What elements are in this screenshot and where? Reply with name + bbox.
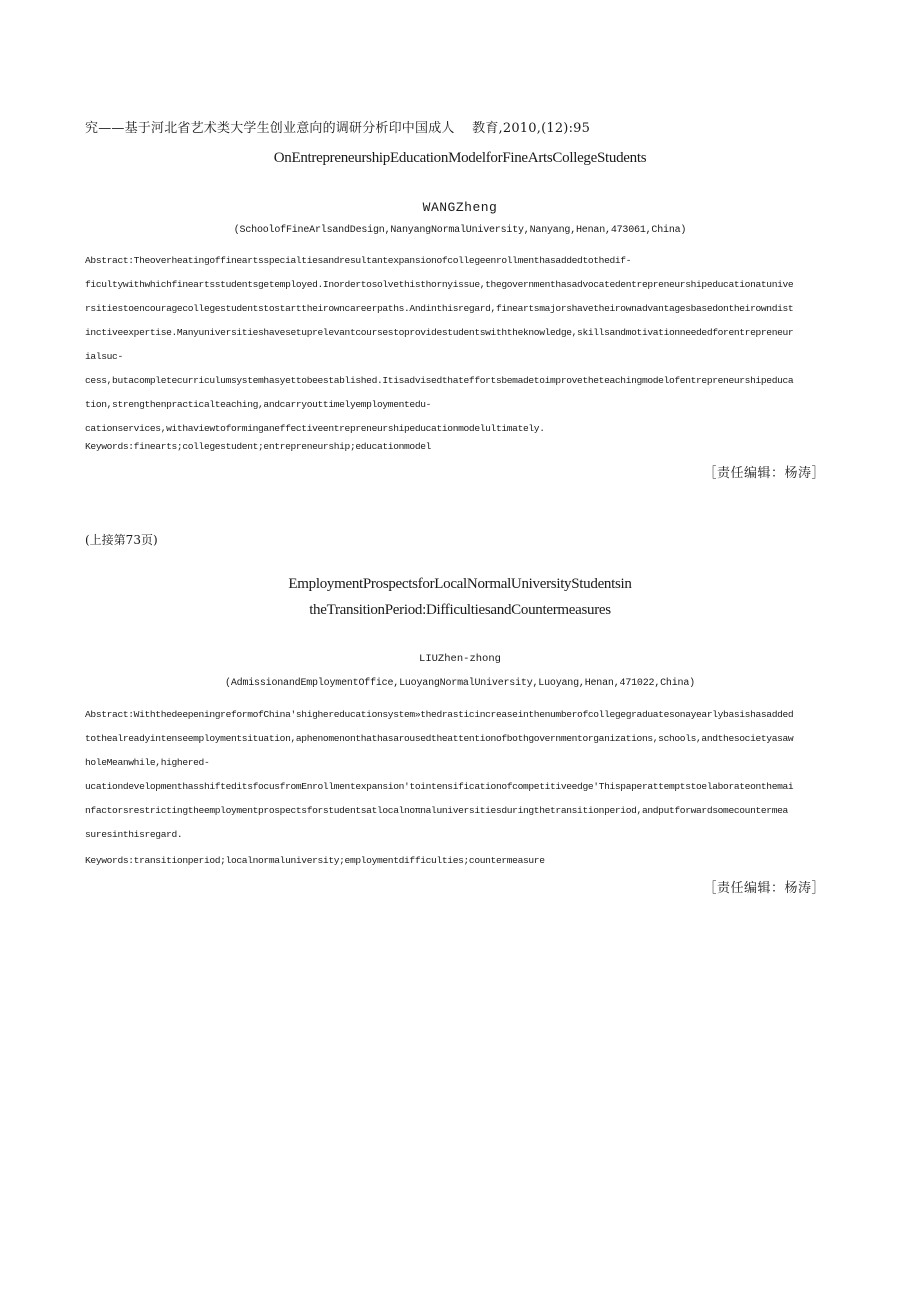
continuation-note: (上接第73页) bbox=[85, 533, 158, 547]
article2-abstract bbox=[85, 703, 845, 847]
article1-abstract bbox=[85, 249, 845, 441]
article1-author: WANGZheng bbox=[422, 200, 498, 215]
article2-editor-note: ［责任编辑：杨涛］ bbox=[703, 881, 825, 896]
article1-editor-note: ［责任编辑：杨涛］ bbox=[703, 466, 825, 481]
article1-title: OnEntrepreneurshipEducationModelforFineArtsCollegeStudents bbox=[273, 150, 647, 166]
abstract-line: cess,butacompletecurriculumsystemhasyettobeestablished.Itisadvisedthateffortsbemadetoimprovetheteachingmodelofentrepreneurshipeduca bbox=[85, 375, 794, 386]
abstract-line: holeMeanwhile,highered- bbox=[85, 757, 210, 768]
abstract-line: tion,strengthenpracticalteaching,andcarryouttimelyemploymentedu- bbox=[85, 399, 432, 410]
abstract-line: nfactorsrestrictingtheemploymentprospectsforstudentsatlocalnoπnaluniversitiesduringthetransitionperiod,andputforwardsomecountermea bbox=[85, 805, 788, 816]
article2-author: LIUZhen-zhong bbox=[419, 653, 501, 665]
abstract-line: rsitiestoencouragecollegestudentstostarttheirowncareerpaths.Andinthisregard,fineartsmajorshavetheirownadvantagesbasedontheirowndist bbox=[85, 303, 794, 314]
article2-title-line1: EmploymentProspectsforLocalNormalUniversityStudentsin bbox=[288, 576, 632, 592]
abstract-line: Abstract:Theoverheatingoffineartsspecialtiesandresultantexpansionofcollegeenrollmenthasaddedtothedif- bbox=[85, 255, 632, 266]
article1-keywords: Keywords:finearts;collegestudent;entrepreneurship;educationmodel bbox=[85, 441, 432, 452]
article1-affiliation: (SchoolofFineArlsandDesign,NanyangNormalUniversity,Nanyang,Henan,473061,China) bbox=[233, 225, 687, 236]
abstract-line: tothealreadyintenseemploymentsituation,aphenomenonthathasarousedtheattentionofbothgovernmentorganizations,schools,andthesocietyasaw bbox=[85, 733, 794, 744]
reference-line: 究——基于河北省艺术类大学生创业意向的调研分析印中国成人 教育,2010,(12):95 bbox=[85, 121, 591, 136]
abstract-line: Abstract:WiththedeepeningreformofChina'shighereducationsystem»thedrasticincreaseinthenumberofcollegegraduatesonayearlybasishasadded bbox=[85, 709, 794, 720]
abstract-line: ucationdevelopmenthasshifteditsfocusfromEnrollmentexpansion'tointensificationofcompetitiveedge'Thispaperattemptstoelaborateonthemai bbox=[85, 781, 794, 792]
abstract-line: ficultywithwhichfineartsstudentsgetemployed.Inordertosolvethisthornyissue,thegovernmenthasadvocatedentrepreneurshipeducationatunive bbox=[85, 279, 794, 290]
abstract-line: inctiveexpertise.Manyuniversitieshavesetuprelevantcoursestoprovidestudentswiththeknowledge,skillsandmotivationneededforentrepreneur bbox=[85, 327, 794, 338]
article2-title-line2: theTransitionPeriod:DifficultiesandCountermeasures bbox=[309, 602, 611, 618]
article2-affiliation: (AdmissionandEmploymentOffice,LuoyangNormalUniversity,Luoyang,Henan,471022,China) bbox=[225, 678, 695, 689]
abstract-line: cationservices,withaviewtoforminganeffectiveentrepreneurshipeducationmodelultimately. bbox=[85, 423, 545, 434]
abstract-line: suresinthisregard. bbox=[85, 829, 183, 840]
article2-keywords: Keywords:transitionperiod;localnormaluniversity;employmentdifficulties;countermeasure bbox=[85, 855, 545, 866]
abstract-line: ialsuc- bbox=[85, 351, 123, 362]
